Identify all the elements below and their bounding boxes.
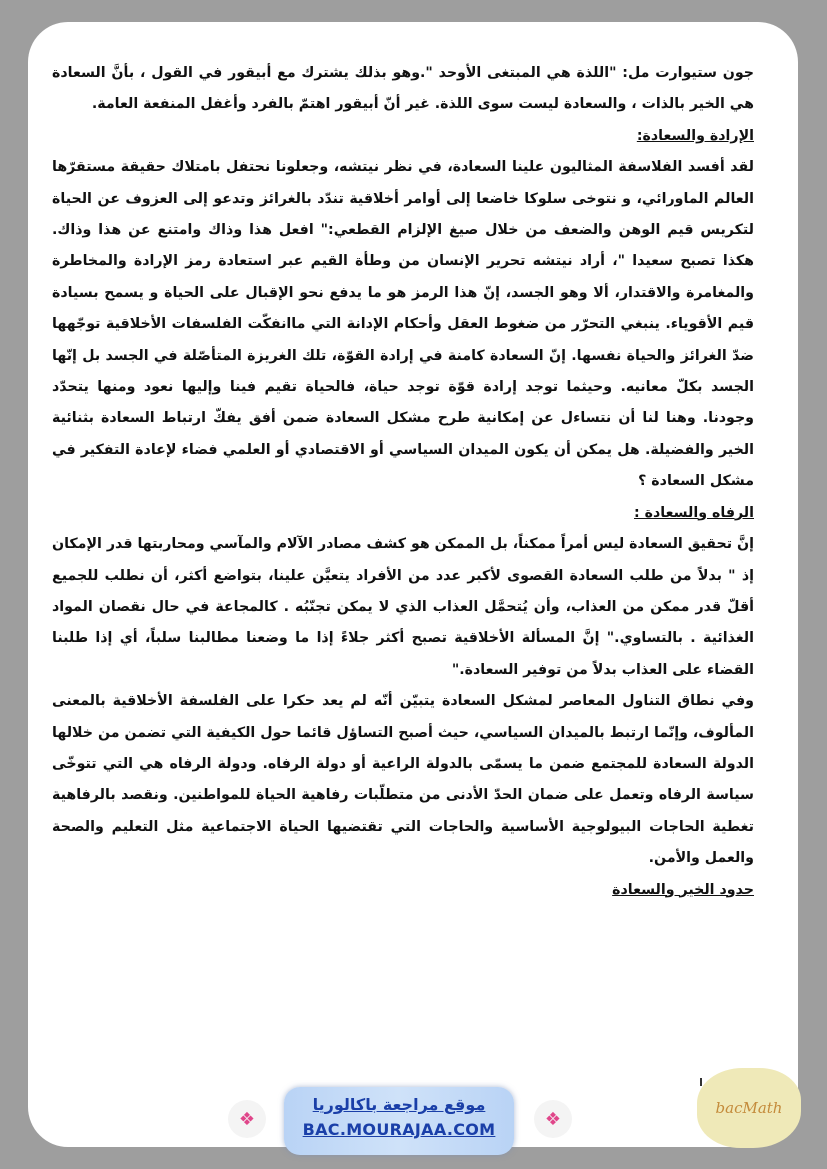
bacmath-logo — [697, 1068, 801, 1148]
banner-url: BAC.MOURAJAA.COM — [302, 1120, 496, 1139]
heading-will-happiness: الإرادة والسعادة: — [636, 127, 754, 144]
book-logo-icon-right: ❖ — [534, 1100, 572, 1138]
bacmath-logo-text: bacMath — [715, 1099, 783, 1117]
paragraph-welfare-quote: إنَّ تحقيق السعادة ليس أمراً ممكناً، بل الممكن هو كشف مصادر الآلام والمآسي ومحاربتها قدر الإمكان إذ " بدلاً من طلب السعادة القصوى لأكبر عدد من الأفراد يتعيَّن علينا، بتواضع أكثر، أن نطلب للجميع أقلّ قدر ممكن من العذاب، وأن يُتحمَّل العذاب الذي لا يمكن تجنّبُه . كالمجاعة في حال نقصان المواد الغذائية . بالتساوي." إنَّ المسألة الأخلاقية تصبح أكثر جلاءً إذا ما وضعنا مطالبنا سلباً، أي إذا طلبنا القضاء على العذاب بدلاً من توفير السعادة." — [52, 536, 754, 678]
book-logo-icon-left: ❖ — [228, 1100, 266, 1138]
paragraph-nietzsche: لقد أفسد الفلاسفة المثاليون علينا السعادة، في نظر نيتشه، وجعلونا نحتفل بامتلاك حقيقة مستقرّها العالم الماورائي، و نتوخى سلوكا خاضعا إلى أوامر أخلاقية تندّد بالغرائز وتدعو إلى العزوف عن الحياة لتكريس قيم الوهن والضعف من خلال صيغ الإلزام القطعي:" افعل هذا وذاك وامتنع عن هذا وذاك. هكذا تصبح سعيدا "، أراد نيتشه تحرير الإنسان من وطأة القيم عبر استعادة رمز الإرادة والمخاطرة والمغامرة والاقتدار، ألا وهو الجسد، إنّ هذا الرمز هو ما يدفع نحو الإقبال على الحياة و يسمح بسيادة قيم الأقوياء. ينبغي التحرّر من ضغوط العقل وأحكام الإدانة التي ماانفكّت الفلسفات الأخلاقية توجّهها ضدّ الغرائز والحياة نفسها. إنّ السعادة كامنة في إرادة القوّة، تلك الغريزة المتأصّلة في الجسد بل إنّها الجسد بكلّ معانيه. وحيثما توجد إرادة قوّة توجد حياة، فالحياة تقيم فينا وإليها نعود ومنها يتحدّد وجودنا. وهنا لنا أن نتساءل عن إمكانية طرح مشكل السعادة ضمن أفق يفكّ ارتباط السعادة بثنائية الخير والفضيلة. هل يمكن أن يكون الميدان السياسي أو الاقتصادي أو العلمي فضاء لإعادة التفكير في مشكل السعادة ؟ — [52, 159, 754, 490]
heading-welfare-happiness: الرفاه والسعادة : — [634, 504, 754, 521]
banner-arabic-title: موقع مراجعة باكالوريا — [312, 1095, 486, 1114]
paragraph-mill: جون ستيوارت مل: "اللذة هي المبتغى الأوحد ".وهو بذلك يشترك مع أبيقور في القول ، بأنَّ السعادة هي الخير بالذات ، والسعادة ليست سوى اللذة. غير أنّ أبيقور اهتمّ بالفرد وأغفل المنفعة العامة. — [52, 65, 754, 113]
paragraph-welfare-state: وفي نطاق التناول المعاصر لمشكل السعادة يتبيّن أنّه لم يعد حكرا على الفلسفة الأخلاقية بالمعنى المألوف، وإنّما ارتبط بالميدان السياسي، حيث أصبح التساؤل قائما حول الكيفية التي تضمن من خلالها الدولة السعادة للمجتمع ضمن ما يسمّى بالدولة الراعية أو دولة الرفاه. ودولة الرفاه هي التي تتوخّى سياسة الرفاه وتعمل على ضمان الحدّ الأدنى من متطلّبات رفاهية الحياة للمواطنين. ونقصد بالرفاهية تغطية الحاجات البيولوجية الأساسية والحاجات التي تقتضيها الحياة الاجتماعية مثل التعليم والصحة والعمل والأمن. — [52, 693, 754, 867]
heading-limits-good-happiness: حدود الخير والسعادة — [612, 881, 754, 898]
site-banner-link[interactable] — [284, 1087, 514, 1155]
document-body — [52, 58, 754, 906]
page-mark — [700, 1078, 702, 1086]
